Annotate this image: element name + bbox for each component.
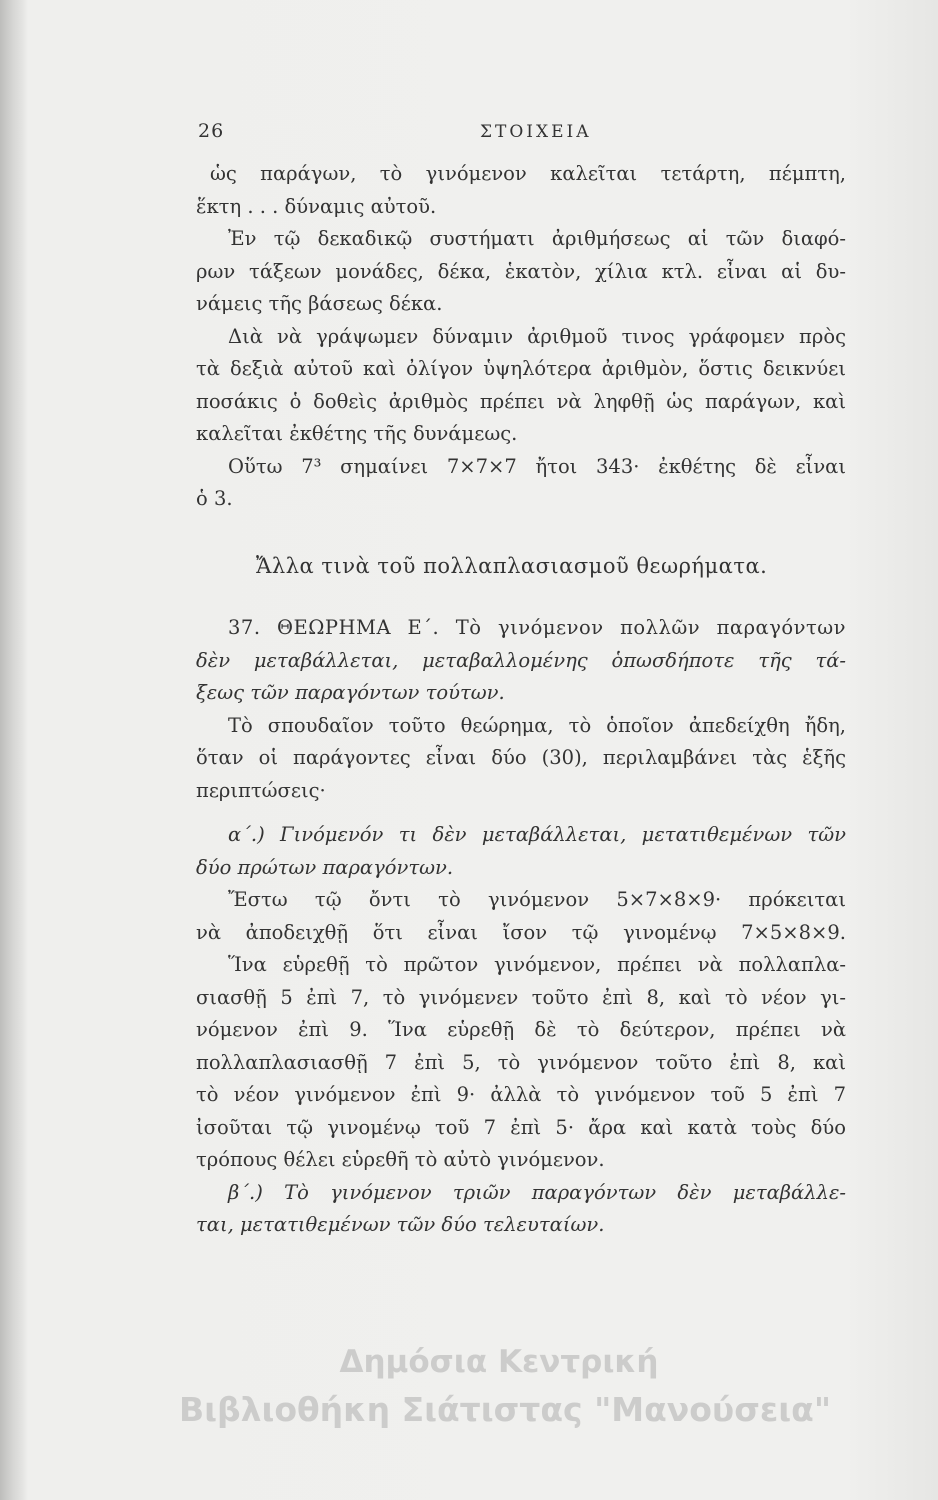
case-b-heading: ται, μετατιθεμένων τῶν δύο τελευταίων.: [196, 1213, 605, 1236]
section-heading: Ἄλλα τινὰ τοῦ πολλαπλασιασμοῦ θεωρήματα.: [256, 553, 768, 578]
case-a-heading: α΄.) Γινόμενόν τι δὲν μεταβάλλεται, μετατιθεμένων τῶν: [228, 823, 846, 846]
running-head: ΣΤΟΙΧΕΙΑ: [480, 122, 592, 142]
case-a-heading: δύο πρώτων παραγόντων.: [196, 855, 454, 879]
text-line: ὡς παράγων, τὸ γινόμενον καλεῖται τετάρτη, πέμπτη,: [210, 162, 846, 185]
text-line: ἰσοῦται τῷ γινομένῳ τοῦ 7 ἐπὶ 5· ἄρα καὶ κατὰ τοὺς δύο: [196, 1115, 846, 1139]
text-line: Ἵνα εὑρεθῇ τὸ πρῶτον γινόμενον, πρέπει νὰ πολλαπλα-: [228, 953, 846, 976]
text-line: νάμεις τῆς βάσεως δέκα.: [196, 292, 443, 315]
text-line: Τὸ σπουδαῖον τοῦτο θεώρημα, τὸ ὁποῖον ἀπεδείχθη ἤδη,: [228, 713, 846, 737]
theorem-text: ξεως τῶν παραγόντων τούτων.: [196, 681, 505, 704]
case-b-heading: β΄.) Τὸ γινόμενον τριῶν παραγόντων δὲν μεταβάλλε-: [228, 1180, 846, 1204]
body-text: [196, 158, 846, 1242]
library-watermark-line-2: Βιβλιοθήκη Σιάτιστας "Μανούσεια": [178, 1390, 832, 1429]
text-line: περιπτώσεις·: [196, 778, 326, 802]
text-line: τὰ δεξιὰ αὐτοῦ καὶ ὀλίγον ὑψηλότερα ἀριθμὸν, ὅστις δεικνύει: [196, 357, 846, 380]
text-line: σιασθῇ 5 ἐπὶ 7, τὸ γινόμενεν τοῦτο ἐπὶ 8, καὶ τὸ νέον γι-: [196, 985, 846, 1009]
text-line: πολλαπλασιασθῇ 7 ἐπὶ 5, τὸ γινόμενον τοῦτο ἐπὶ 8, καὶ: [196, 1050, 846, 1074]
text-line: ὅταν οἱ παράγοντες εἶναι δύο (30), περιλαμβάνει τὰς ἑξῆς: [196, 746, 846, 769]
text-line: Διὰ νὰ γράψωμεν δύναμιν ἀριθμοῦ τινος γράφομεν πρὸς: [228, 324, 846, 348]
text-line: ἕκτη . . . δύναμις αὐτοῦ.: [196, 194, 437, 218]
text-line: Ἐν τῷ δεκαδικῷ συστήματι ἀριθμήσεως αἱ τῶν διαφό-: [228, 227, 846, 250]
theorem-heading: 37. ΘΕΩΡΗΜΑ Ε΄. Τὸ γινόμενον πολλῶν παραγόντων: [228, 616, 846, 639]
binding-shadow: [0, 0, 28, 1500]
text-line: νὰ ἀποδειχθῇ ὅτι εἶναι ἴσον τῷ γινομένῳ 7×5×8×9.: [196, 920, 846, 944]
text-line: τὸ νέον γινόμενον ἐπὶ 9· ἀλλὰ τὸ γινόμενον τοῦ 5 ἐπὶ 7: [196, 1083, 846, 1106]
theorem-text: δὲν μεταβάλλεται, μεταβαλλομένης ὁπωσδήποτε τῆς τά-: [196, 648, 846, 672]
text-line: ποσάκις ὁ δοθεὶς ἀριθμὸς πρέπει νὰ ληφθῇ ὡς παράγων, καὶ: [196, 389, 846, 413]
page-header: [0, 120, 938, 150]
text-line: ὁ 3.: [196, 487, 233, 510]
text-line: ρων τάξεων μονάδες, δέκα, ἑκατὸν, χίλια κτλ. εἶναι αἱ δυ-: [196, 259, 846, 283]
text-line: νόμενον ἐπὶ 9. Ἵνα εὑρεθῇ δὲ τὸ δεύτερον, πρέπει νὰ: [196, 1018, 846, 1041]
text-line: Οὕτω 7³ σημαίνει 7×7×7 ἤτοι 343· ἐκθέτης δὲ εἶναι: [228, 454, 846, 478]
page-number: 26: [198, 120, 225, 142]
text-line: καλεῖται ἐκθέτης τῆς δυνάμεως.: [196, 422, 518, 445]
text-line: τρόπους θέλει εὑρεθῆ τὸ αὐτὸ γινόμενον.: [196, 1148, 605, 1171]
text-line: Ἔστω τῷ ὄντι τὸ γινόμενον 5×7×8×9· πρόκειται: [228, 888, 846, 911]
library-watermark-line-1: Δημόσια Κεντρική: [339, 1344, 659, 1380]
